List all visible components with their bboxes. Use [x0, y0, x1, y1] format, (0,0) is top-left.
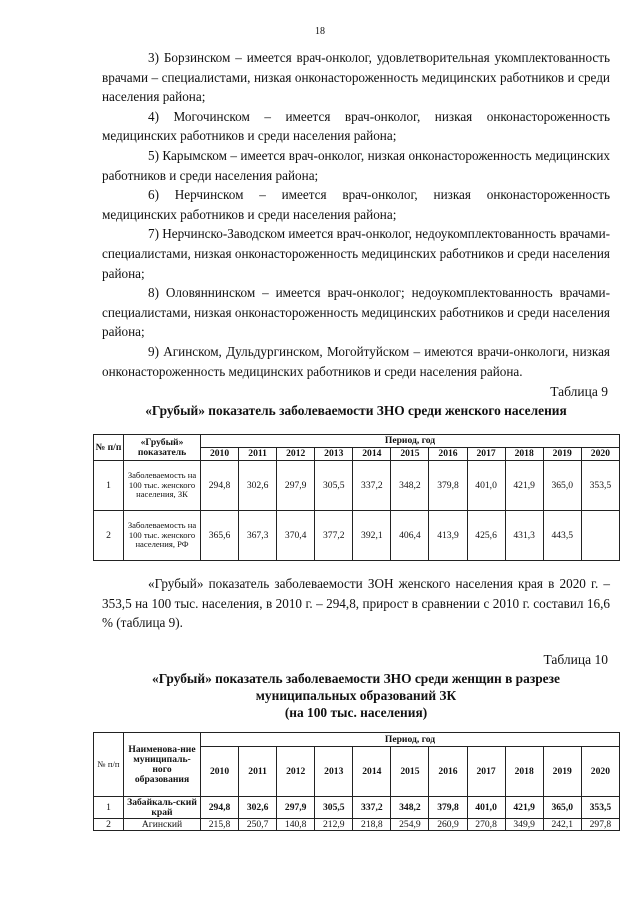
table9-year: 2018: [505, 448, 543, 461]
table9-year: 2012: [277, 448, 315, 461]
table10-cell: 297,8: [581, 819, 619, 831]
table10-year: 2019: [543, 747, 581, 797]
table9-cell: 294,8: [201, 461, 239, 511]
table10-year: 2018: [505, 747, 543, 797]
table10-cell: 348,2: [391, 797, 429, 819]
table9-num-header: № п/п: [94, 435, 124, 461]
table10-year: 2013: [315, 747, 353, 797]
table9-cell: 370,4: [277, 511, 315, 561]
paragraph-nerchinsk: 6) Нерчинском – имеется врач-онколог, низкая онконастороженность медицинских работников и среди населения района;: [102, 187, 610, 222]
table9-cell: 413,9: [429, 511, 467, 561]
paragraph-olovyannaya: 8) Оловяннинском – имеется врач-онколог; недоукомплектованность врачами-специалистами, низкая онконастороженность медицинских работников и среди населения района;: [102, 285, 610, 340]
table9-label: Таблица 9: [550, 384, 608, 399]
table10-cell: 270,8: [467, 819, 505, 831]
table10-cell: 242,1: [543, 819, 581, 831]
table9-cell: 302,6: [239, 461, 277, 511]
table9-row-name: Заболеваемость на 100 тыс. женского населения, ЗК: [124, 461, 201, 511]
table-row: [94, 461, 620, 511]
table10-title-line3: (на 100 тыс. населения): [284, 705, 428, 720]
table10-num-header: № п/п: [94, 733, 124, 797]
table10-cell: 215,8: [201, 819, 239, 831]
table9-cell: 401,0: [467, 461, 505, 511]
table9-year: 2013: [315, 448, 353, 461]
table-row: [94, 511, 620, 561]
paragraph-borzya: 3) Борзинском – имеется врач-онколог, удовлетворительная укомплектованность врачами – специалистами, низкая онконастороженность медицинских работников и среди населения района;: [102, 50, 610, 105]
table-row: [94, 797, 620, 819]
table10-year: 2017: [467, 747, 505, 797]
table10-year: 2012: [277, 747, 315, 797]
table9: [93, 434, 620, 561]
summary-paragraph: «Грубый» показатель заболеваемости ЗОН женского населения края в 2020 г. – 353,5 на 100 тыс. населения, в 2010 г. – 294,8, прирост в сравнении с 2010 г. составил 16,6 % (таблица 9).: [102, 576, 610, 631]
table10-year: 2016: [429, 747, 467, 797]
table10-cell: 349,9: [505, 819, 543, 831]
table10-year: 2014: [353, 747, 391, 797]
table10-cell: 302,6: [239, 797, 277, 819]
table9-year: 2010: [201, 448, 239, 461]
paragraph-mogocha: 4) Могочинском – имеется врач-онколог, низкая онконастороженность медицинских работников и среди населения района;: [102, 108, 610, 144]
table9-cell: 377,2: [315, 511, 353, 561]
table9-row-name: Заболеваемость на 100 тыс. женского населения, РФ: [124, 511, 201, 561]
table10-year: 2010: [201, 747, 239, 797]
table9-cell: 365,0: [543, 461, 581, 511]
table10-cell: 401,0: [467, 797, 505, 819]
table10-row-name: Забайкаль-ский край: [124, 797, 201, 819]
table9-year: 2011: [239, 448, 277, 461]
table9-cell: 421,9: [505, 461, 543, 511]
table10-cell: 379,8: [429, 797, 467, 819]
table10: [93, 732, 620, 831]
table9-year: 2017: [467, 448, 505, 461]
table10-title-line2: муниципальных образований ЗК: [255, 688, 457, 703]
table10-row-name: Агинский: [124, 819, 201, 831]
table9-cell: [581, 511, 619, 561]
table9-cell: 305,5: [315, 461, 353, 511]
table-row: [94, 819, 620, 831]
table9-cell: 348,2: [391, 461, 429, 511]
table9-cell: 425,6: [467, 511, 505, 561]
table9-year: 2015: [391, 448, 429, 461]
table9-cell: 365,6: [201, 511, 239, 561]
table9-summary: [102, 574, 610, 633]
table10-cell: 294,8: [201, 797, 239, 819]
table9-indicator-header: «Грубый» показатель: [124, 435, 201, 461]
table10-cell: 140,8: [277, 819, 315, 831]
paragraph-karymskoe: 5) Карымском – имеется врач-онколог, низкая онконастороженность медицинских работников и среди населения района;: [102, 147, 610, 183]
table10-year: 2011: [239, 747, 277, 797]
paragraph-aginsk: 9) Агинском, Дульдургинском, Могойтуйском – имеются врачи-онкологи, низкая онконастороженность медицинских работников и среди населения района.: [102, 343, 610, 379]
table10-year: 2015: [391, 747, 429, 797]
page-number: 18: [315, 26, 325, 37]
table10-cell: 353,5: [581, 797, 619, 819]
table9-cell: 367,3: [239, 511, 277, 561]
table10-cell: 218,8: [353, 819, 391, 831]
table9-cell: 406,4: [391, 511, 429, 561]
table10-cell: 421,9: [505, 797, 543, 819]
table10-cell: 212,9: [315, 819, 353, 831]
table9-cell: 443,5: [543, 511, 581, 561]
table10-cell: 305,5: [315, 797, 353, 819]
table10-cell: 297,9: [277, 797, 315, 819]
table9-title: «Грубый» показатель заболеваемости ЗНО среди женского населения: [145, 403, 567, 418]
table9-cell: 431,3: [505, 511, 543, 561]
table10-cell: 254,9: [391, 819, 429, 831]
table9-year: 2014: [353, 448, 391, 461]
table10-period-header: Период, год: [201, 733, 620, 747]
table9-period-header: Период, год: [201, 435, 620, 448]
table10-cell: 260,9: [429, 819, 467, 831]
table9-year: 2020: [581, 448, 619, 461]
table10-label: Таблица 10: [543, 652, 608, 667]
table10-row-num: 1: [94, 797, 124, 819]
table10-name-header: Наименова-ние муниципаль-ного образования: [124, 733, 201, 797]
table10-year: 2020: [581, 747, 619, 797]
table9-row-num: 2: [94, 511, 124, 561]
table9-cell: 353,5: [581, 461, 619, 511]
table9-year: 2019: [543, 448, 581, 461]
table9-cell: 297,9: [277, 461, 315, 511]
table9-cell: 392,1: [353, 511, 391, 561]
table9-row-num: 1: [94, 461, 124, 511]
table10-row-num: 2: [94, 819, 124, 831]
table9-cell: 379,8: [429, 461, 467, 511]
table10-cell: 250,7: [239, 819, 277, 831]
paragraph-nerchinsky-zavod: 7) Нерчинско-Заводском имеется врач-онколог, недоукомплектованность врачами-специалистами, низкая онконастороженность медицинских работников и среди населения района;: [102, 226, 611, 281]
table9-year: 2016: [429, 448, 467, 461]
body-text: [102, 48, 610, 381]
table9-cell: 337,2: [353, 461, 391, 511]
table10-title-line1: «Грубый» показатель заболеваемости ЗНО среди женщин в разрезе: [152, 671, 560, 686]
table10-cell: 337,2: [353, 797, 391, 819]
table10-cell: 365,0: [543, 797, 581, 819]
